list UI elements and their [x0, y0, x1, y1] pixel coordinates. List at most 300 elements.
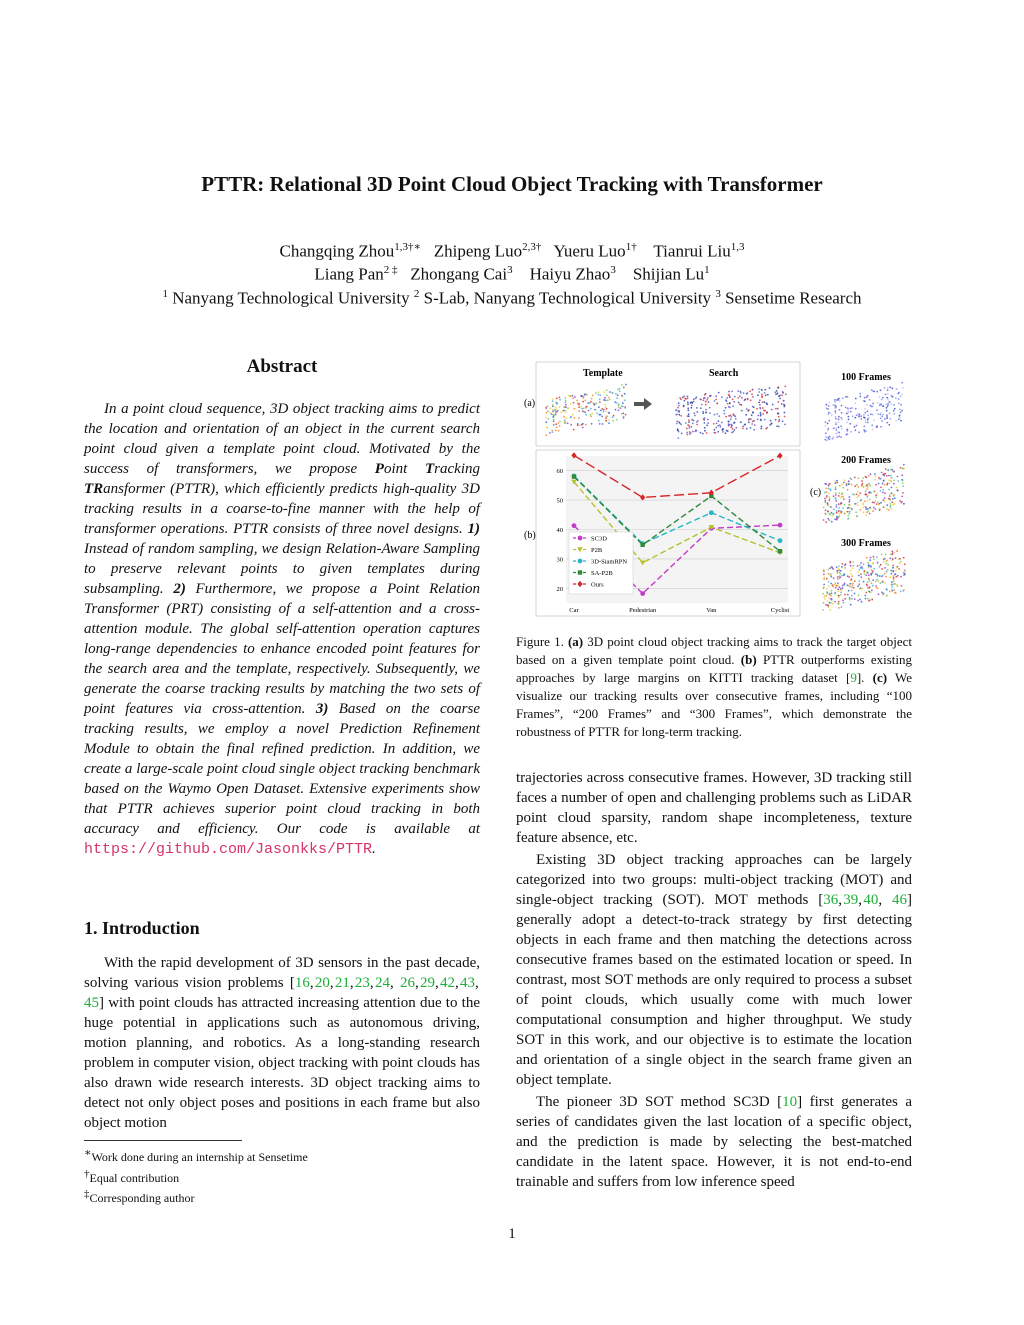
cloud-point: [847, 575, 849, 577]
citation-link[interactable]: 16: [294, 975, 310, 991]
cloud-point: [774, 391, 776, 393]
footnote: [84, 1166, 480, 1187]
cloud-point: [835, 423, 837, 425]
cloud-point: [781, 403, 783, 405]
caption-text: We visualize our tracking results over consecutive frames, including “100 Frames”, “200 Frames” and “300 Frames”, which demonstrate the robustness of PTTR for long-term tracking.: [516, 670, 913, 739]
cloud-point: [572, 397, 574, 399]
data-point: [709, 510, 714, 515]
cloud-point: [891, 508, 893, 510]
data-point: [578, 559, 583, 564]
cloud-point: [550, 407, 552, 409]
cloud-point: [728, 415, 730, 417]
citation-link[interactable]: 20: [314, 975, 330, 991]
cloud-point: [762, 401, 764, 403]
cloud-point: [833, 404, 835, 406]
template-point-cloud: [545, 384, 627, 437]
cloud-point: [728, 423, 730, 425]
cloud-point: [603, 409, 605, 411]
cloud-point: [857, 600, 859, 602]
cloud-point: [835, 416, 837, 418]
data-point: [640, 591, 645, 596]
cloud-point: [706, 399, 708, 401]
cloud-point: [872, 403, 874, 405]
cloud-point: [900, 411, 902, 413]
cloud-point: [678, 411, 680, 413]
cloud-point: [553, 421, 555, 423]
cloud-point: [826, 591, 828, 593]
cloud-point: [687, 396, 689, 398]
cloud-point: [688, 415, 690, 417]
cloud-point: [569, 395, 571, 397]
cloud-point: [735, 418, 737, 420]
cloud-point: [882, 581, 884, 583]
cloud-point: [549, 412, 551, 414]
cloud-point: [900, 420, 902, 422]
cloud-point: [849, 511, 851, 513]
cloud-point: [778, 416, 780, 418]
citation-link[interactable]: 10: [782, 1094, 798, 1110]
cloud-point: [850, 431, 852, 433]
cloud-point: [829, 402, 831, 404]
cloud-point: [694, 415, 696, 417]
caption-text: PTTR outperforms existing approaches by large margins on KITTI tracking dataset [: [516, 652, 912, 685]
cloud-point: [850, 570, 852, 572]
cloud-point: [889, 386, 891, 388]
cloud-point: [552, 405, 554, 407]
cloud-point: [903, 572, 905, 574]
cloud-point: [877, 493, 879, 495]
section-heading-introduction: 1. Introduction: [84, 918, 200, 938]
cloud-point: [839, 485, 841, 487]
cloud-point: [895, 420, 897, 422]
cloud-point: [885, 468, 887, 470]
cloud-point: [779, 395, 781, 397]
cloud-point: [680, 398, 682, 400]
cloud-point: [557, 402, 559, 404]
cloud-point: [826, 440, 828, 442]
cloud-point: [824, 492, 826, 494]
footnote-text: Equal contribution: [89, 1170, 180, 1185]
citation-link[interactable]: 29: [419, 975, 435, 991]
cloud-point: [740, 391, 742, 393]
cloud-point: [824, 513, 826, 515]
cloud-point: [781, 394, 783, 396]
cloud-point: [830, 595, 832, 597]
cloud-point: [697, 420, 699, 422]
cloud-point: [838, 565, 840, 567]
cloud-point: [833, 436, 835, 438]
cloud-point: [900, 576, 902, 578]
cloud-point: [825, 521, 827, 523]
cloud-point: [746, 428, 748, 430]
cloud-point: [693, 401, 695, 403]
cloud-point: [624, 407, 626, 409]
cloud-point: [570, 403, 572, 405]
cloud-point: [882, 397, 884, 399]
cloud-point: [892, 498, 894, 500]
cloud-point: [822, 609, 824, 611]
cloud-point: [860, 509, 862, 511]
cloud-point: [887, 387, 889, 389]
cloud-point: [890, 477, 892, 479]
cloud-point: [705, 409, 707, 411]
cloud-point: [552, 431, 554, 433]
cloud-point: [840, 592, 842, 594]
cloud-point: [746, 408, 748, 410]
citation-link[interactable]: 43: [460, 975, 475, 991]
cloud-point: [903, 589, 905, 591]
cloud-point: [835, 482, 837, 484]
cloud-point: [895, 573, 897, 575]
cloud-point: [898, 402, 900, 404]
cloud-point: [897, 575, 899, 577]
cloud-point: [832, 603, 834, 605]
cloud-point: [897, 480, 899, 482]
cloud-point: [685, 398, 687, 400]
citation-link[interactable]: 40: [863, 892, 879, 908]
cloud-point: [580, 406, 582, 408]
cloud-point: [616, 397, 618, 399]
cloud-point: [858, 431, 860, 433]
cloud-point: [896, 487, 898, 489]
legend-label: 3D-SiamRPN: [591, 558, 628, 566]
author-sup: 2 ‡: [383, 264, 398, 276]
cloud-point: [761, 394, 763, 396]
author-sup: 1,3†∗: [394, 241, 422, 253]
cloud-point: [849, 499, 851, 501]
cloud-point: [891, 573, 893, 575]
cloud-point: [622, 412, 624, 414]
cloud-point: [586, 394, 588, 396]
citation-link[interactable]: 21: [334, 975, 350, 991]
cloud-point: [757, 418, 759, 420]
cloud-point: [843, 498, 845, 500]
citation-link[interactable]: 26: [399, 975, 415, 991]
cloud-point: [685, 422, 687, 424]
author-sup: 1,3: [730, 241, 745, 253]
cloud-point: [689, 433, 691, 435]
cloud-point: [892, 504, 894, 506]
cloud-point: [677, 407, 679, 409]
cloud-point: [865, 574, 867, 576]
cloud-point: [871, 572, 873, 574]
cloud-point: [590, 416, 592, 418]
cloud-point: [865, 508, 867, 510]
cloud-point: [886, 508, 888, 510]
cloud-point: [893, 589, 895, 591]
citation-link[interactable]: 24: [374, 975, 390, 991]
cloud-point: [676, 423, 678, 425]
cloud-point: [585, 424, 587, 426]
cloud-point: [761, 389, 763, 391]
cloud-point: [838, 422, 840, 424]
citation-link[interactable]: 42: [439, 975, 455, 991]
cloud-point: [857, 565, 859, 567]
cloud-point: [704, 422, 706, 424]
cloud-point: [731, 391, 733, 393]
cloud-point: [880, 502, 882, 504]
cloud-point: [897, 585, 899, 587]
cloud-point: [883, 558, 885, 560]
cloud-point: [883, 473, 885, 475]
cloud-point: [597, 394, 599, 396]
cloud-point: [863, 511, 865, 513]
cloud-point: [841, 575, 843, 577]
cloud-point: [759, 399, 761, 401]
cloud-point: [725, 432, 727, 434]
cloud-point: [823, 578, 825, 580]
cloud-point: [849, 423, 851, 425]
cloud-point: [570, 416, 572, 418]
cloud-point: [883, 480, 885, 482]
cloud-point: [828, 493, 830, 495]
cloud-point: [835, 488, 837, 490]
cloud-point: [886, 484, 888, 486]
cloud-point: [695, 397, 697, 399]
cloud-point: [855, 408, 857, 410]
cloud-point: [559, 406, 561, 408]
cloud-point: [678, 431, 680, 433]
cloud-point: [842, 585, 844, 587]
cloud-point: [713, 432, 715, 434]
cloud-point: [875, 580, 877, 582]
cloud-point: [838, 515, 840, 517]
cloud-point: [615, 393, 617, 395]
cloud-point: [867, 500, 869, 502]
cloud-point: [854, 426, 856, 428]
cloud-point: [613, 415, 615, 417]
cloud-point: [835, 498, 837, 500]
cloud-point: [831, 414, 833, 416]
cloud-point: [555, 401, 557, 403]
cloud-point: [604, 397, 606, 399]
cloud-point: [573, 402, 575, 404]
cloud-point: [829, 514, 831, 516]
cloud-point: [547, 410, 549, 412]
cloud-point: [734, 415, 736, 417]
cloud-point: [552, 414, 554, 416]
cloud-point: [680, 415, 682, 417]
cloud-point: [877, 588, 879, 590]
cloud-point: [616, 402, 618, 404]
cloud-point: [709, 407, 711, 409]
cloud-point: [777, 408, 779, 410]
cloud-point: [865, 430, 867, 432]
cloud-point: [831, 590, 833, 592]
cloud-point: [874, 473, 876, 475]
cloud-point: [822, 570, 824, 572]
cloud-point: [734, 429, 736, 431]
cloud-point: [844, 479, 846, 481]
cloud-point: [904, 571, 906, 573]
cloud-point: [841, 483, 843, 485]
cloud-point: [845, 407, 847, 409]
author: Haiyu Zhao: [529, 264, 611, 284]
cloud-point: [869, 559, 871, 561]
right-column-body: [516, 768, 912, 1192]
cloud-point: [890, 469, 892, 471]
cloud-point: [835, 429, 837, 431]
cloud-point: [891, 586, 893, 588]
cloud-point: [829, 437, 831, 439]
cloud-point: [733, 401, 735, 403]
cloud-point: [844, 504, 846, 506]
x-tick-label: Car: [569, 607, 579, 614]
cloud-point: [872, 414, 874, 416]
cloud-point: [865, 506, 867, 508]
cloud-point: [830, 583, 832, 585]
cloud-point: [882, 405, 884, 407]
cloud-point: [888, 475, 890, 477]
cloud-point: [598, 391, 600, 393]
paragraph: [516, 1092, 912, 1192]
introduction-body: With the rapid development of 3D sensors in the past decade, solving various vision problems [16, 20, 21, 23, 24, 26, 29, 42, 43, 45] with point clouds has attracted increasing attention due to the huge potential in applications such as autonomous driving, motion planning, and robotics. As a long-standing research problem in computer vision, object tracking with point clouds has also drawn wide research interests. 3D object tracking aims to detect not only object poses and positions in each frame but also object motion: [84, 955, 481, 1131]
cloud-point: [869, 513, 871, 515]
citation-link[interactable]: 45: [84, 995, 99, 1011]
cloud-point: [838, 607, 840, 609]
cloud-point: [893, 583, 895, 585]
cloud-point: [578, 410, 580, 412]
cloud-point: [851, 590, 853, 592]
cloud-point: [894, 552, 896, 554]
cloud-point: [602, 423, 604, 425]
cloud-point: [887, 399, 889, 401]
cloud-point: [767, 394, 769, 396]
cloud-point: [859, 569, 861, 571]
code-url-link[interactable]: https://github.com/Jasonkks/PTTR: [84, 841, 373, 858]
cloud-point: [866, 592, 868, 594]
citation-link[interactable]: 39: [843, 892, 859, 908]
cloud-point: [742, 425, 744, 427]
paragraph: Existing 3D object tracking approaches can be largely categorized into two groups: multi-object tracking (MOT) and single-object tracking (SOT). MOT methods [36, 39, 40, 46] generally adopt a detect-to-track strategy by first detecting objects in each frame and then matching the detections across consecutive frames based on the estimated location or speed. In contrast, most SOT methods are only required to process a subset of point clouds, which usually come with much lower computational consumption and higher throughput. We study SOT in this work, and our objective is to estimate the location and orientation of a single object in the search frame given an object template.: [516, 852, 912, 1088]
cloud-point: [855, 398, 857, 400]
cloud-point: [904, 563, 906, 565]
paper-title: PTTR: Relational 3D Point Cloud Object Tracking with Transformer: [201, 172, 823, 196]
cloud-point: [875, 585, 877, 587]
cloud-point: [588, 410, 590, 412]
abstract-text: Based on the coarse tracking results, we employ a novel Prediction Refinement Module to obtain the final refined prediction. In addition, we create a large-scale point cloud single object tracking benchmark based on the Waymo Open Dataset. Extensive experiments show that PTTR achieves superior point cloud tracking in both accuracy and efficiency. Our code is available at: [84, 701, 480, 837]
caption-tag: (b): [740, 652, 757, 667]
cloud-point: [849, 513, 851, 515]
cloud-point: [890, 418, 892, 420]
cloud-point: [856, 493, 858, 495]
cloud-point: [828, 485, 830, 487]
cloud-point: [684, 400, 686, 402]
cloud-point: [890, 480, 892, 482]
cloud-point: [870, 492, 872, 494]
cloud-point: [865, 419, 867, 421]
citation-link[interactable]: 9: [850, 670, 857, 685]
cloud-point: [847, 585, 849, 587]
cloud-point: [884, 387, 886, 389]
cloud-point: [893, 410, 895, 412]
cloud-point: [882, 575, 884, 577]
citation-link[interactable]: 46: [892, 892, 907, 908]
cloud-point: [868, 417, 870, 419]
cloud-point: [857, 413, 859, 415]
caption-label: Figure 1.: [516, 634, 564, 649]
cloud-point: [888, 509, 890, 511]
cloud-point: [689, 427, 691, 429]
citation-link[interactable]: 23: [354, 975, 370, 991]
cloud-point: [719, 424, 721, 426]
cloud-point: [848, 416, 850, 418]
cloud-point: [831, 512, 833, 514]
cloud-point: [838, 495, 840, 497]
cloud-point: [556, 426, 558, 428]
cloud-point: [546, 427, 548, 429]
cloud-point: [850, 411, 852, 413]
cloud-point: [844, 594, 846, 596]
cloud-point: [826, 404, 828, 406]
cloud-point: [826, 495, 828, 497]
cloud-point: [606, 408, 608, 410]
cloud-point: [730, 418, 732, 420]
cloud-point: [852, 583, 854, 585]
cloud-point: [691, 426, 693, 428]
cloud-point: [846, 483, 848, 485]
cloud-point: [826, 578, 828, 580]
cloud-point: [882, 414, 884, 416]
cloud-point: [720, 426, 722, 428]
cloud-point: [838, 601, 840, 603]
cloud-point: [856, 496, 858, 498]
cloud-point: [852, 561, 854, 563]
cloud-point: [572, 395, 574, 397]
cloud-point: [589, 402, 591, 404]
cloud-point: [878, 396, 880, 398]
author-sup: 3: [610, 264, 616, 276]
paragraph: trajectories across consecutive frames. However, 3D tracking still faces a number of open and challenging problems such as LiDAR point cloud sparsity, random shape incompleteness, texture feature absence, etc.: [516, 770, 912, 846]
cloud-point: [701, 404, 703, 406]
cloud-point: [587, 402, 589, 404]
abstract-bold: 3): [315, 701, 329, 717]
cloud-point: [761, 425, 763, 427]
cloud-point: [868, 578, 870, 580]
cloud-point: [841, 511, 843, 513]
x-tick-label: Van: [706, 607, 717, 614]
cloud-point: [900, 395, 902, 397]
cloud-point: [836, 510, 838, 512]
cloud-point: [854, 580, 856, 582]
cloud-point: [884, 497, 886, 499]
cloud-point: [606, 389, 608, 391]
cloud-point: [891, 550, 893, 552]
paragraph-text: ] generally adopt a detect-to-track strategy by first detecting objects in each frame and then matching the detections across consecutive frames based on the estimated location or speed. In contrast, most SOT methods are only required to process a subset of point clouds, which usually come with much lower computational consumption and higher throughput. We study SOT in this work, and our objective is to estimate the location and orientation of a single object in the search frame given an object template.: [516, 892, 912, 1088]
cloud-point: [831, 521, 833, 523]
cloud-point: [839, 586, 841, 588]
cloud-point: [901, 474, 903, 476]
cloud-point: [683, 406, 685, 408]
cloud-point: [860, 573, 862, 575]
cloud-point: [703, 399, 705, 401]
cloud-point: [874, 491, 876, 493]
cloud-point: [851, 484, 853, 486]
cloud-point: [835, 406, 837, 408]
cloud-point: [853, 587, 855, 589]
cloud-point: [842, 599, 844, 601]
footnote: [84, 1145, 480, 1166]
cloud-point: [901, 501, 903, 503]
page-number: 1: [508, 1226, 516, 1242]
cloud-point: [854, 598, 856, 600]
cloud-point: [688, 425, 690, 427]
citation-link[interactable]: 36: [823, 892, 839, 908]
abstract-bold: P: [374, 461, 384, 477]
cloud-point: [869, 499, 871, 501]
cloud-point: [849, 597, 851, 599]
cloud-point: [868, 564, 870, 566]
